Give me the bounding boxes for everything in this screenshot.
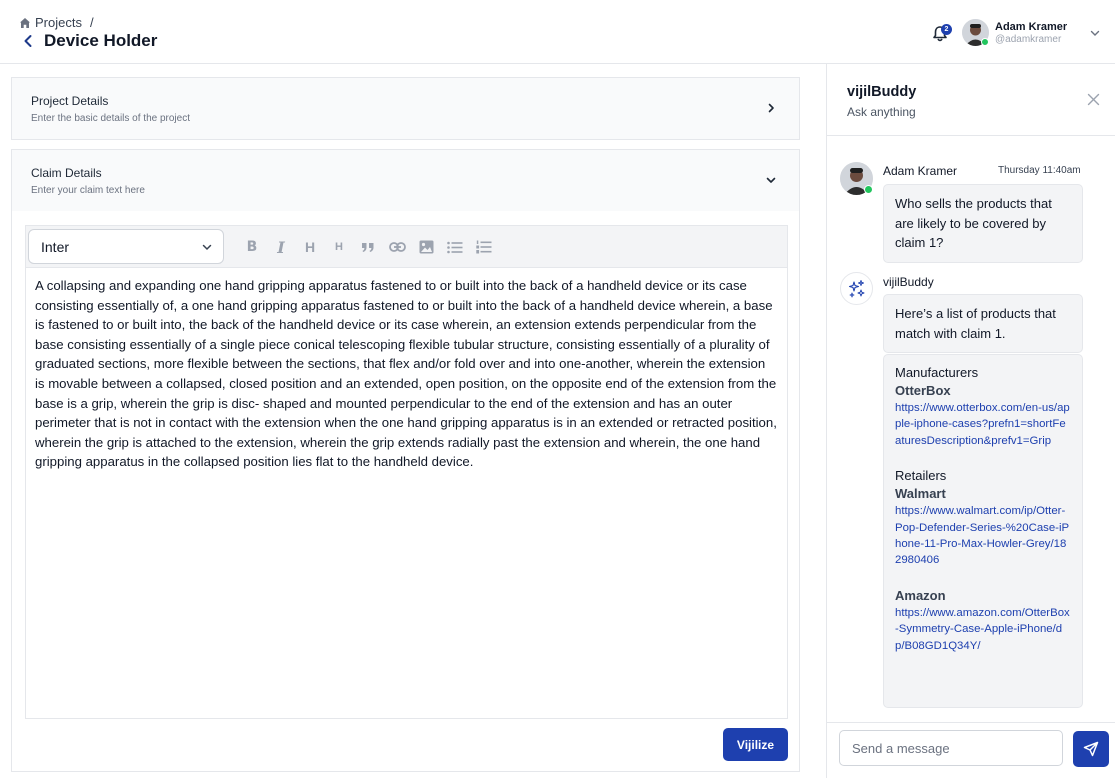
bold-button[interactable]	[240, 235, 264, 259]
page-title: Device Holder	[44, 31, 158, 50]
chat-subtitle: Ask anything	[847, 105, 916, 119]
bullet-list-button[interactable]	[443, 235, 467, 259]
bold-icon: B	[246, 239, 258, 255]
section-subtitle: Enter the basic details of the project	[31, 113, 190, 124]
chevron-left-icon	[22, 34, 34, 48]
section-title: Project Details	[31, 94, 109, 108]
italic-icon: I	[277, 237, 285, 257]
retailer-link[interactable]: https://www.walmart.com/ip/Otter-Pop-Defender-Series-%20Case-iPhone-11-Pro-Max-Howler-Grey/182980406	[895, 505, 1070, 567]
retailer-name: Amazon	[895, 587, 946, 603]
image-button[interactable]	[414, 235, 438, 259]
italic-button[interactable]	[269, 235, 293, 259]
retailer-name: Walmart	[895, 486, 946, 502]
claim-text-editor[interactable]: A collapsing and expanding one hand gripping apparatus fastened to or built into the back of a handheld device or its case consisting essentially of, a one hand gripping apparatus fastened to or built into the back of a handheld device wherein, a base is fastened to or built into, the back of the handheld device or its case wherein, an extension extends perpendicular from the base consisting essentially of a single piece conical telescoping flexible tubular structure, consisting essentially of a plurality of graduated sections, more flexible between the sections, that flex and/or fold over and into one-another, wherein the extension is movable between a collapsed, closed position and an extended, open position, on the opposite end of the extension from the base is a grip, wherein the grip is disc- shaped and mounted perpendicular to the end of the extension and has an outer perimeter that is not in contact with the extension when the one hand gripping apparatus is in an extended or retracted position, wherein the grip is attached to the extension, wherein the grip extends radially past the extension and wherein, the one hand gripping apparatus in the collapsed position lies flat to the handheld device.	[25, 267, 788, 719]
top-header	[0, 0, 1115, 64]
chat-header	[827, 64, 1115, 136]
heading2-button[interactable]	[327, 235, 351, 259]
heading1-icon: H	[304, 239, 316, 255]
retailers-heading: Retailers	[895, 468, 947, 484]
chat-title: vijilBuddy	[847, 84, 917, 100]
message-input[interactable]	[839, 730, 1063, 766]
heading2-icon: H	[335, 241, 343, 253]
back-button[interactable]	[19, 32, 37, 50]
product-list	[883, 354, 1083, 708]
breadcrumb-separator: /	[89, 15, 94, 30]
section-title: Claim Details	[31, 166, 102, 180]
font-select-value: Inter	[41, 238, 70, 255]
main-panel	[0, 64, 826, 778]
chevron-down-icon[interactable]	[1089, 27, 1101, 39]
retailer-link[interactable]: https://www.amazon.com/OtterBox-Symmetry-Case-Apple-iPhone/dp/B08GD1Q34Y/	[895, 606, 1070, 652]
sparkles-icon	[847, 279, 867, 299]
notification-badge: 2	[941, 24, 952, 35]
chat-panel	[826, 64, 1115, 778]
send-button[interactable]	[1073, 731, 1109, 767]
link-button[interactable]	[385, 235, 409, 259]
vijilize-button[interactable]: Vijilize	[723, 728, 788, 761]
close-icon[interactable]	[1087, 93, 1100, 106]
chevron-down-icon[interactable]	[765, 174, 777, 186]
send-icon	[1083, 741, 1099, 757]
quote-button[interactable]	[356, 235, 380, 259]
breadcrumb	[19, 15, 94, 30]
bot-avatar	[840, 272, 873, 305]
chevron-down-icon	[201, 241, 213, 253]
manufacturer-link[interactable]: https://www.otterbox.com/en-us/apple-iphone-cases?prefn1=shortFeaturesDescription&prefv1=Grip	[895, 402, 1070, 447]
online-status-icon	[864, 185, 873, 194]
numbered-list-button[interactable]	[472, 235, 496, 259]
home-icon	[19, 17, 31, 29]
font-select[interactable]	[28, 229, 224, 264]
manufacturers-heading: Manufacturers	[895, 365, 979, 380]
user-name: Adam Kramer	[995, 21, 1068, 33]
numbered-list-icon	[476, 240, 492, 254]
message-author: Adam Kramer	[883, 164, 958, 178]
user-handle: @adamkramer	[995, 34, 1062, 45]
project-details-section[interactable]	[11, 77, 800, 140]
message-author: vijilBuddy	[883, 275, 934, 289]
heading1-button[interactable]	[298, 235, 322, 259]
quote-icon	[361, 241, 375, 253]
bot-message-bubble: Here’s a list of products that match with claim 1.	[883, 294, 1083, 353]
image-icon	[419, 240, 434, 254]
manufacturer-name: OtterBox	[895, 383, 951, 398]
claim-details-section[interactable]	[11, 149, 800, 212]
section-subtitle: Enter your claim text here	[31, 185, 145, 196]
online-status-icon	[981, 38, 989, 46]
user-message-bubble: Who sells the products that are likely to be covered by claim 1?	[883, 184, 1083, 263]
editor-toolbar	[25, 225, 788, 267]
link-icon	[389, 242, 406, 252]
claim-editor-container	[11, 211, 800, 772]
message-composer	[827, 722, 1115, 778]
message-timestamp: Thursday 11:40am	[998, 165, 1081, 176]
bullet-list-icon	[447, 241, 463, 254]
breadcrumb-projects-link[interactable]: Projects	[35, 15, 82, 30]
chevron-right-icon[interactable]	[765, 102, 777, 114]
